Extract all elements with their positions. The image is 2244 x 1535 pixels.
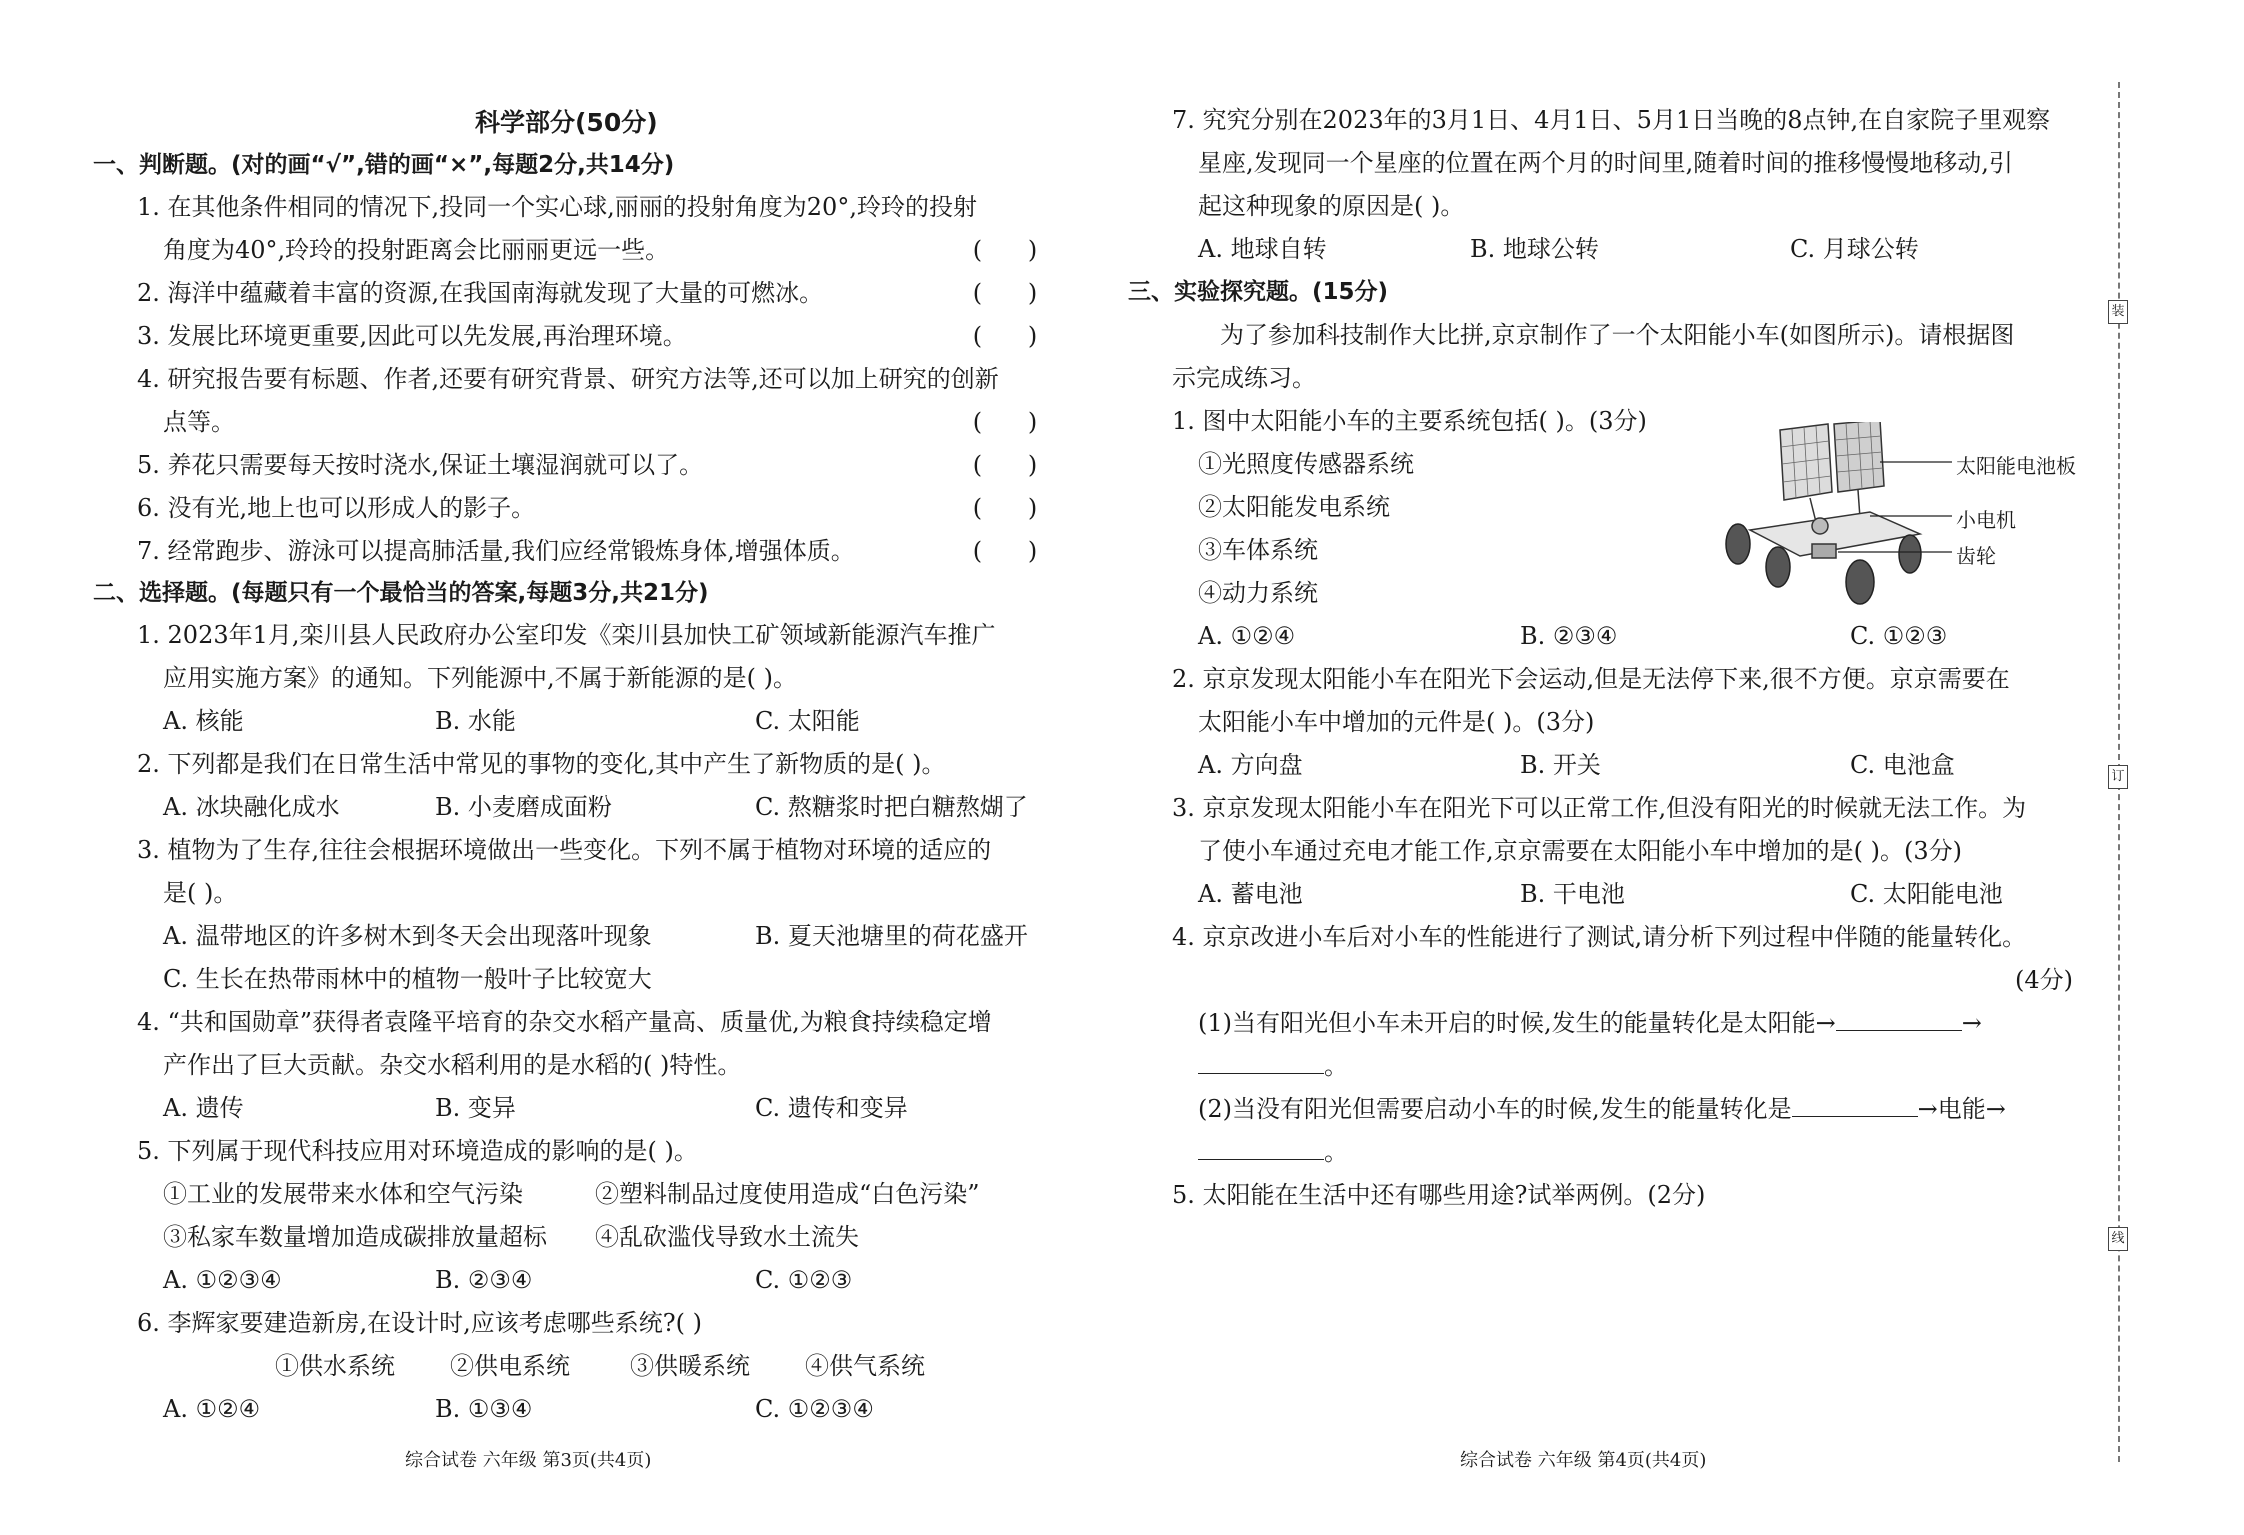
solar-panel: [1780, 422, 1884, 500]
exp-q3-option-b[interactable]: B. 干电池: [1520, 880, 1625, 908]
choice-q4-line1: 4. “共和国勋章”获得者袁隆平培育的杂交水稻产量高、质量优,为粮食持续稳定增: [137, 1008, 992, 1036]
arrow-text: →电能→: [1917, 1095, 2006, 1123]
choice-q6-line1: 6. 李辉家要建造新房,在设计时,应该考虑哪些系统?( ): [137, 1309, 703, 1337]
choice-q6-item3: ③供暖系统: [630, 1352, 750, 1380]
page-footer-left: 综合试卷 六年级 第3页(共4页): [405, 1450, 652, 1471]
page-title: 科学部分(50分): [475, 108, 658, 137]
judge-q1-cont: [163, 235, 1045, 265]
exp-q1-item2: ②太阳能发电系统: [1198, 493, 1390, 521]
judge-q7: [137, 536, 1045, 566]
binding-mark-ding: 订: [2108, 765, 2128, 789]
choice-q6-option-b[interactable]: B. ①③④: [435, 1395, 533, 1423]
judge-q7-text: 7. 经常跑步、游泳可以提高肺活量,我们应经常锻炼身体,增强体质。: [137, 537, 855, 565]
choice-q2-option-c[interactable]: C. 熬糖浆时把白糖熬煳了: [755, 793, 1028, 821]
choice-q3-line2: 是( )。: [163, 879, 238, 907]
binding-mark-zhuang: 装: [2108, 300, 2128, 324]
judge-q4: [137, 364, 1045, 394]
exp-q1-option-a[interactable]: A. ①②④: [1198, 622, 1296, 650]
choice-q7-option-a[interactable]: A. 地球自转: [1198, 235, 1327, 263]
experiment-intro-line1: 为了参加科技制作大比拼,京京制作了一个太阳能小车(如图所示)。请根据图: [1220, 321, 2015, 349]
choice-q5-line1: 5. 下列属于现代科技应用对环境造成的影响的是( )。: [137, 1137, 698, 1165]
exp-q4-line1: 4. 京京改进小车后对小车的性能进行了测试,请分析下列过程中伴随的能量转化。: [1172, 923, 2027, 951]
judge-q5-text: 5. 养花只需要每天按时浇水,保证土壤湿润就可以了。: [137, 451, 704, 479]
exp-q3-line1: 3. 京京发现太阳能小车在阳光下可以正常工作,但没有阳光的时候就无法工作。为: [1172, 794, 2027, 822]
judge-q5: [137, 450, 1045, 480]
exp-q1-line1: 1. 图中太阳能小车的主要系统包括( )。(3分): [1172, 407, 1647, 435]
answer-blank[interactable]: ( ): [972, 279, 1038, 307]
choice-q6-item1: ①供水系统: [275, 1352, 395, 1380]
period-text: 。: [1324, 1052, 1348, 1080]
binding-mark-xian: 线: [2108, 1227, 2128, 1251]
choice-q3-option-c[interactable]: C. 生长在热带雨林中的植物一般叶子比较宽大: [163, 965, 652, 993]
exp-q4-part1: [1198, 1008, 1982, 1038]
choice-q5-option-a[interactable]: A. ①②③④: [163, 1266, 282, 1294]
judge-q1-line1: 1. 在其他条件相同的情况下,投同一个实心球,丽丽的投射角度为20°,玲玲的投射: [137, 193, 977, 221]
page-footer-right: 综合试卷 六年级 第4页(共4页): [1460, 1450, 1707, 1471]
exp-q4-part2-cont: [1198, 1137, 1348, 1167]
choice-q4-option-c[interactable]: C. 遗传和变异: [755, 1094, 908, 1122]
choice-q1-line1: 1. 2023年1月,栾川县人民政府办公室印发《栾川县加快工矿领域新能源汽车推广: [137, 621, 996, 649]
choice-q1-option-c[interactable]: C. 太阳能: [755, 707, 860, 735]
arrow-text: →: [1961, 1009, 1982, 1037]
exp-q2-line2: 太阳能小车中增加的元件是( )。(3分): [1198, 708, 1595, 736]
section-experiment-heading: 三、实验探究题。(15分): [1128, 279, 1389, 305]
choice-q1-line2: 应用实施方案》的通知。下列能源中,不属于新能源的是( )。: [163, 664, 797, 692]
exp-q4-score: (4分): [2015, 966, 2073, 994]
choice-q6-item2: ②供电系统: [450, 1352, 570, 1380]
answer-blank[interactable]: ( ): [972, 408, 1038, 436]
exp-q3-line2: 了使小车通过充电才能工作,京京需要在太阳能小车中增加的是( )。(3分): [1198, 837, 1962, 865]
exp-q4-part2-text: (2)当没有阳光但需要启动小车的时候,发生的能量转化是: [1198, 1095, 1792, 1123]
answer-blank[interactable]: ( ): [972, 451, 1038, 479]
label-solar-panel: 太阳能电池板: [1956, 454, 2076, 478]
fill-blank[interactable]: [1836, 1008, 1962, 1031]
choice-q2-option-a[interactable]: A. 冰块融化成水: [163, 793, 340, 821]
answer-blank[interactable]: ( ): [972, 236, 1038, 264]
exp-q1-item3: ③车体系统: [1198, 536, 1318, 564]
fill-blank[interactable]: [1792, 1094, 1918, 1117]
label-motor: 小电机: [1956, 508, 2016, 532]
choice-q5-item2: ②塑料制品过度使用造成“白色污染”: [595, 1180, 980, 1208]
section-judge-heading: 一、判断题。(对的画“√”,错的画“×”,每题2分,共14分): [93, 152, 675, 178]
judge-q6-text: 6. 没有光,地上也可以形成人的影子。: [137, 494, 536, 522]
choice-q6-item4: ④供气系统: [805, 1352, 925, 1380]
choice-q1-option-a[interactable]: A. 核能: [163, 707, 244, 735]
judge-q4-line1: 4. 研究报告要有标题、作者,还要有研究背景、研究方法等,还可以加上研究的创新: [137, 365, 999, 393]
choice-q7-line3: 起这种现象的原因是( )。: [1198, 192, 1465, 220]
choice-q5-option-b[interactable]: B. ②③④: [435, 1266, 533, 1294]
judge-q4-cont: [163, 407, 1045, 437]
choice-q6-option-c[interactable]: C. ①②③④: [755, 1395, 874, 1423]
exp-q4-part1-text: (1)当有阳光但小车未开启的时候,发生的能量转化是太阳能→: [1198, 1009, 1836, 1037]
exp-q2-option-c[interactable]: C. 电池盒: [1850, 751, 1955, 779]
exp-q4-part2: [1198, 1094, 2006, 1124]
judge-q3: [137, 321, 1045, 351]
exp-q2-option-b[interactable]: B. 开关: [1520, 751, 1601, 779]
choice-q6-option-a[interactable]: A. ①②④: [163, 1395, 261, 1423]
judge-q1-line2: 角度为40°,玲玲的投射距离会比丽丽更远一些。: [163, 236, 670, 264]
choice-q5-item1: ①工业的发展带来水体和空气污染: [163, 1180, 523, 1208]
exp-q1-item1: ①光照度传感器系统: [1198, 450, 1414, 478]
choice-q3-option-a[interactable]: A. 温带地区的许多树木到冬天会出现落叶现象: [163, 922, 652, 950]
choice-q7-line2: 星座,发现同一个星座的位置在两个月的时间里,随着时间的推移慢慢地移动,引: [1198, 149, 2013, 177]
exp-q1-option-b[interactable]: B. ②③④: [1520, 622, 1618, 650]
label-gear: 齿轮: [1956, 544, 1996, 568]
answer-blank[interactable]: ( ): [972, 494, 1038, 522]
choice-q4-option-a[interactable]: A. 遗传: [163, 1094, 244, 1122]
choice-q4-option-b[interactable]: B. 变异: [435, 1094, 516, 1122]
choice-q7-option-c[interactable]: C. 月球公转: [1790, 235, 1919, 263]
exp-q2-option-a[interactable]: A. 方向盘: [1198, 751, 1303, 779]
exp-q4-part1-cont: [1198, 1051, 1348, 1081]
answer-blank[interactable]: ( ): [972, 322, 1038, 350]
exp-q3-option-c[interactable]: C. 太阳能电池: [1850, 880, 2003, 908]
choice-q2-option-b[interactable]: B. 小麦磨成面粉: [435, 793, 612, 821]
fill-blank[interactable]: [1198, 1051, 1324, 1074]
choice-q5-option-c[interactable]: C. ①②③: [755, 1266, 853, 1294]
judge-q2-text: 2. 海洋中蕴藏着丰富的资源,在我国南海就发现了大量的可燃冰。: [137, 279, 824, 307]
period-text: 。: [1324, 1138, 1348, 1166]
exp-q1-item4: ④动力系统: [1198, 579, 1318, 607]
exp-q3-option-a[interactable]: A. 蓄电池: [1198, 880, 1303, 908]
fill-blank[interactable]: [1198, 1137, 1324, 1160]
exp-q2-line1: 2. 京京发现太阳能小车在阳光下会运动,但是无法停下来,很不方便。京京需要在: [1172, 665, 2010, 693]
choice-q5-item4: ④乱砍滥伐导致水土流失: [595, 1223, 859, 1251]
choice-q2-line1: 2. 下列都是我们在日常生活中常见的事物的变化,其中产生了新物质的是( )。: [137, 750, 946, 778]
choice-q4-line2: 产作出了巨大贡献。杂交水稻利用的是水稻的( )特性。: [163, 1051, 742, 1079]
judge-q2: [137, 278, 1045, 308]
choice-q7-line1: 7. 究究分别在2023年的3月1日、4月1日、5月1日当晚的8点钟,在自家院子里观察: [1172, 106, 2051, 134]
experiment-intro-line2: 示完成练习。: [1172, 364, 1316, 392]
exp-q1-option-c[interactable]: C. ①②③: [1850, 622, 1948, 650]
choice-q5-item3: ③私家车数量增加造成碳排放量超标: [163, 1223, 547, 1251]
exp-q5-line1: 5. 太阳能在生活中还有哪些用途?试举两例。(2分): [1172, 1181, 1706, 1209]
judge-q3-text: 3. 发展比环境更重要,因此可以先发展,再治理环境。: [137, 322, 687, 350]
judge-q6: [137, 493, 1045, 523]
choice-q1-option-b[interactable]: B. 水能: [435, 707, 516, 735]
answer-blank[interactable]: ( ): [972, 537, 1038, 565]
choice-q3-option-b[interactable]: B. 夏天池塘里的荷花盛开: [755, 922, 1028, 950]
judge-q4-line2: 点等。: [163, 408, 235, 436]
choice-q3-line1: 3. 植物为了生存,往往会根据环境做出一些变化。下列不属于植物对环境的适应的: [137, 836, 992, 864]
choice-q7-option-b[interactable]: B. 地球公转: [1470, 235, 1599, 263]
judge-q1: [137, 192, 1045, 222]
section-choice-heading: 二、选择题。(每题只有一个最恰当的答案,每题3分,共21分): [93, 580, 709, 606]
